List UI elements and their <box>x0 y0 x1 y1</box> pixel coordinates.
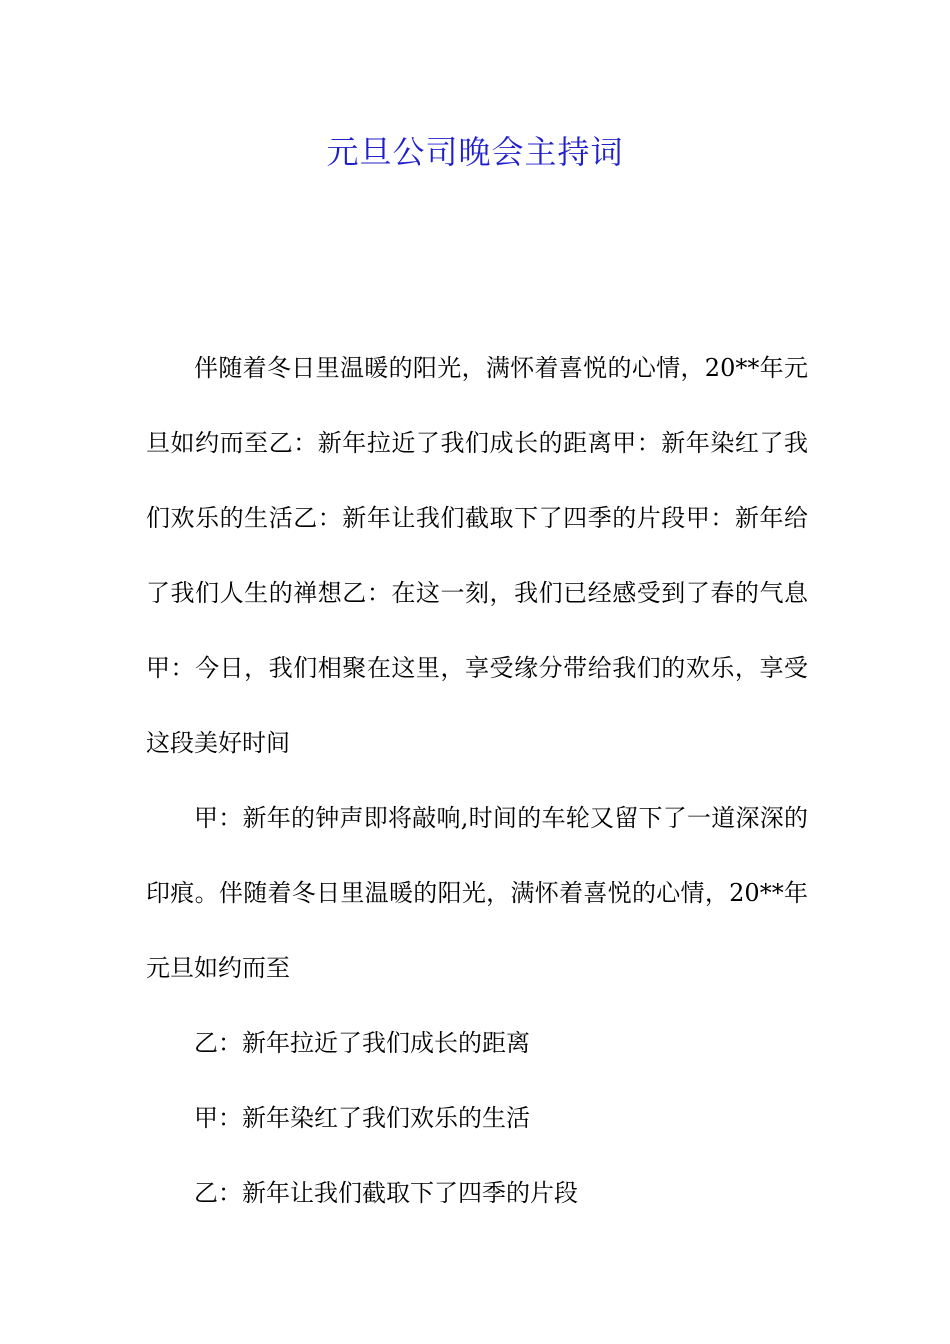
document-body <box>146 331 808 1231</box>
paragraph-3: 乙：新年拉近了我们成长的距离 <box>194 1029 530 1057</box>
document-title: 元旦公司晚会主持词 <box>326 133 624 171</box>
paragraph-2: 甲：新年的钟声即将敲响,时间的车轮又留下了一道深深的印痕。伴随着冬日里温暖的阳光，满怀着喜悦的心情，20**年元旦如约而至 <box>146 804 808 982</box>
paragraph-4: 甲：新年染红了我们欢乐的生活 <box>194 1104 530 1132</box>
paragraph-5: 乙：新年让我们截取下了四季的片段 <box>194 1179 578 1207</box>
paragraph-1: 伴随着冬日里温暖的阳光，满怀着喜悦的心情，20**年元旦如约而至乙：新年拉近了我们成长的距离甲：新年染红了我们欢乐的生活乙：新年让我们截取下了四季的片段甲：新年给了我们人生的禅想乙：在这一刻，我们已经感受到了春的气息甲：今日，我们相聚在这里，享受缘分带给我们的欢乐，享受这段美好时间 <box>146 354 808 757</box>
